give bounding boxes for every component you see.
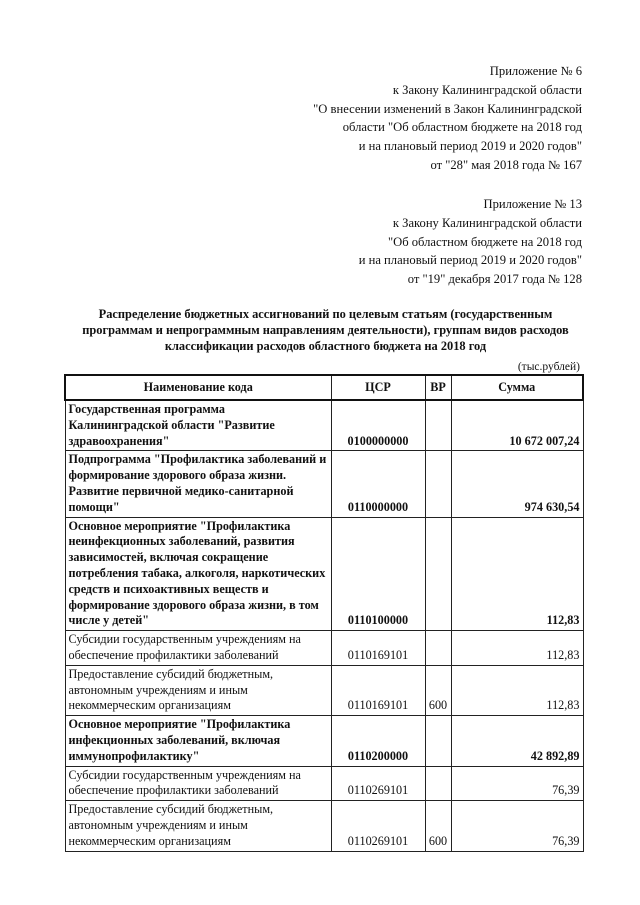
annex-line: "Об областном бюджете на 2018 год <box>387 234 582 249</box>
row-sum-cell: 76,39 <box>451 766 583 801</box>
row-sum-cell: 76,39 <box>451 801 583 851</box>
row-name-cell: Предоставление субсидий бюджетным, автономным учреждениям и иным некоммерческим организациям <box>65 801 331 851</box>
annex-line: Приложение № 6 <box>489 64 582 78</box>
row-sum-cell: 112,83 <box>451 665 583 715</box>
header-vr: ВР <box>425 375 451 400</box>
annex-line: и на плановый период 2019 и 2020 годов" <box>358 139 582 154</box>
row-vr-cell <box>425 631 451 666</box>
row-code-cell: 0110200000 <box>331 716 425 766</box>
row-name-cell: Подпрограмма "Профилактика заболеваний и формирование здорового образа жизни. Развитие первичной медико-санитарной помощи" <box>65 451 331 517</box>
row-code-cell: 0110169101 <box>331 631 425 666</box>
table-row <box>65 631 583 666</box>
row-sum-cell: 112,83 <box>451 631 583 666</box>
row-vr-cell <box>425 766 451 801</box>
annex-line: от "28" мая 2018 года № 167 <box>430 157 582 172</box>
row-code-cell: 0110269101 <box>331 801 425 851</box>
annex-line: к Закону Калининградской области <box>392 215 582 230</box>
annex-line: к Закону Калининградской области <box>392 82 582 97</box>
table-row <box>65 451 583 517</box>
row-code-cell: 0110000000 <box>331 451 425 517</box>
table-row <box>65 517 583 631</box>
annex-line: от "19" декабря 2017 года № 128 <box>407 272 582 287</box>
row-vr-cell: 600 <box>425 665 451 715</box>
annex-original-header <box>359 195 582 289</box>
budget-table <box>64 374 584 852</box>
units-label: (тыс.рублей) <box>517 361 580 373</box>
row-vr-cell <box>425 517 451 631</box>
row-name-cell: Государственная программа Калининградской области "Развитие здравоохранения" <box>65 400 331 451</box>
row-code-cell: 0110100000 <box>331 517 425 631</box>
row-sum-cell: 974 630,54 <box>451 451 583 517</box>
row-code-cell: 0100000000 <box>331 400 425 451</box>
row-code-cell: 0110269101 <box>331 766 425 801</box>
row-name-cell: Субсидии государственным учреждениям на обеспечение профилактики заболеваний <box>65 766 331 801</box>
row-name-cell: Основное мероприятие "Профилактика инфекционных заболеваний, включая иммунопрофилактику" <box>65 716 331 766</box>
row-vr-cell <box>425 716 451 766</box>
annex-line: "О внесении изменений в Закон Калининградской <box>313 101 582 116</box>
annex-line: области "Об областном бюджете на 2018 год <box>342 120 582 135</box>
row-name-cell: Предоставление субсидий бюджетным, автономным учреждениям и иным некоммерческим организациям <box>65 665 331 715</box>
row-sum-cell: 42 892,89 <box>451 716 583 766</box>
table-row <box>65 716 583 766</box>
table-header-row <box>65 375 583 400</box>
header-sum: Сумма <box>451 375 583 400</box>
row-code-cell: 0110169101 <box>331 665 425 715</box>
row-name-cell: Субсидии государственным учреждениям на обеспечение профилактики заболеваний <box>65 631 331 666</box>
row-name-cell: Основное мероприятие "Профилактика неинфекционных заболеваний, развития зависимостей, включая сокращение потребления табака, алкоголя, наркотических средств и психоактивных веществ и формирование здорового образа жизни, в том числе у детей" <box>65 517 331 631</box>
row-sum-cell: 10 672 007,24 <box>451 400 583 451</box>
annex-line: и на плановый период 2019 и 2020 годов" <box>358 253 582 268</box>
table-row <box>65 665 583 715</box>
annex-current-header <box>313 62 582 175</box>
table-row <box>65 400 583 451</box>
row-vr-cell <box>425 400 451 451</box>
row-vr-cell <box>425 451 451 517</box>
document-title: Распределение бюджетных ассигнований по целевым статьям (государственным программам и непрограммным направлениям деятельности), группам видов расходов классификации расходов областного бюджета на 2018 год <box>82 307 569 353</box>
table-row <box>65 766 583 801</box>
table-row <box>65 801 583 851</box>
annex-line: Приложение № 13 <box>483 197 582 211</box>
row-sum-cell: 112,83 <box>451 517 583 631</box>
header-code: ЦСР <box>331 375 425 400</box>
row-vr-cell: 600 <box>425 801 451 851</box>
header-name: Наименование кода <box>65 375 331 400</box>
